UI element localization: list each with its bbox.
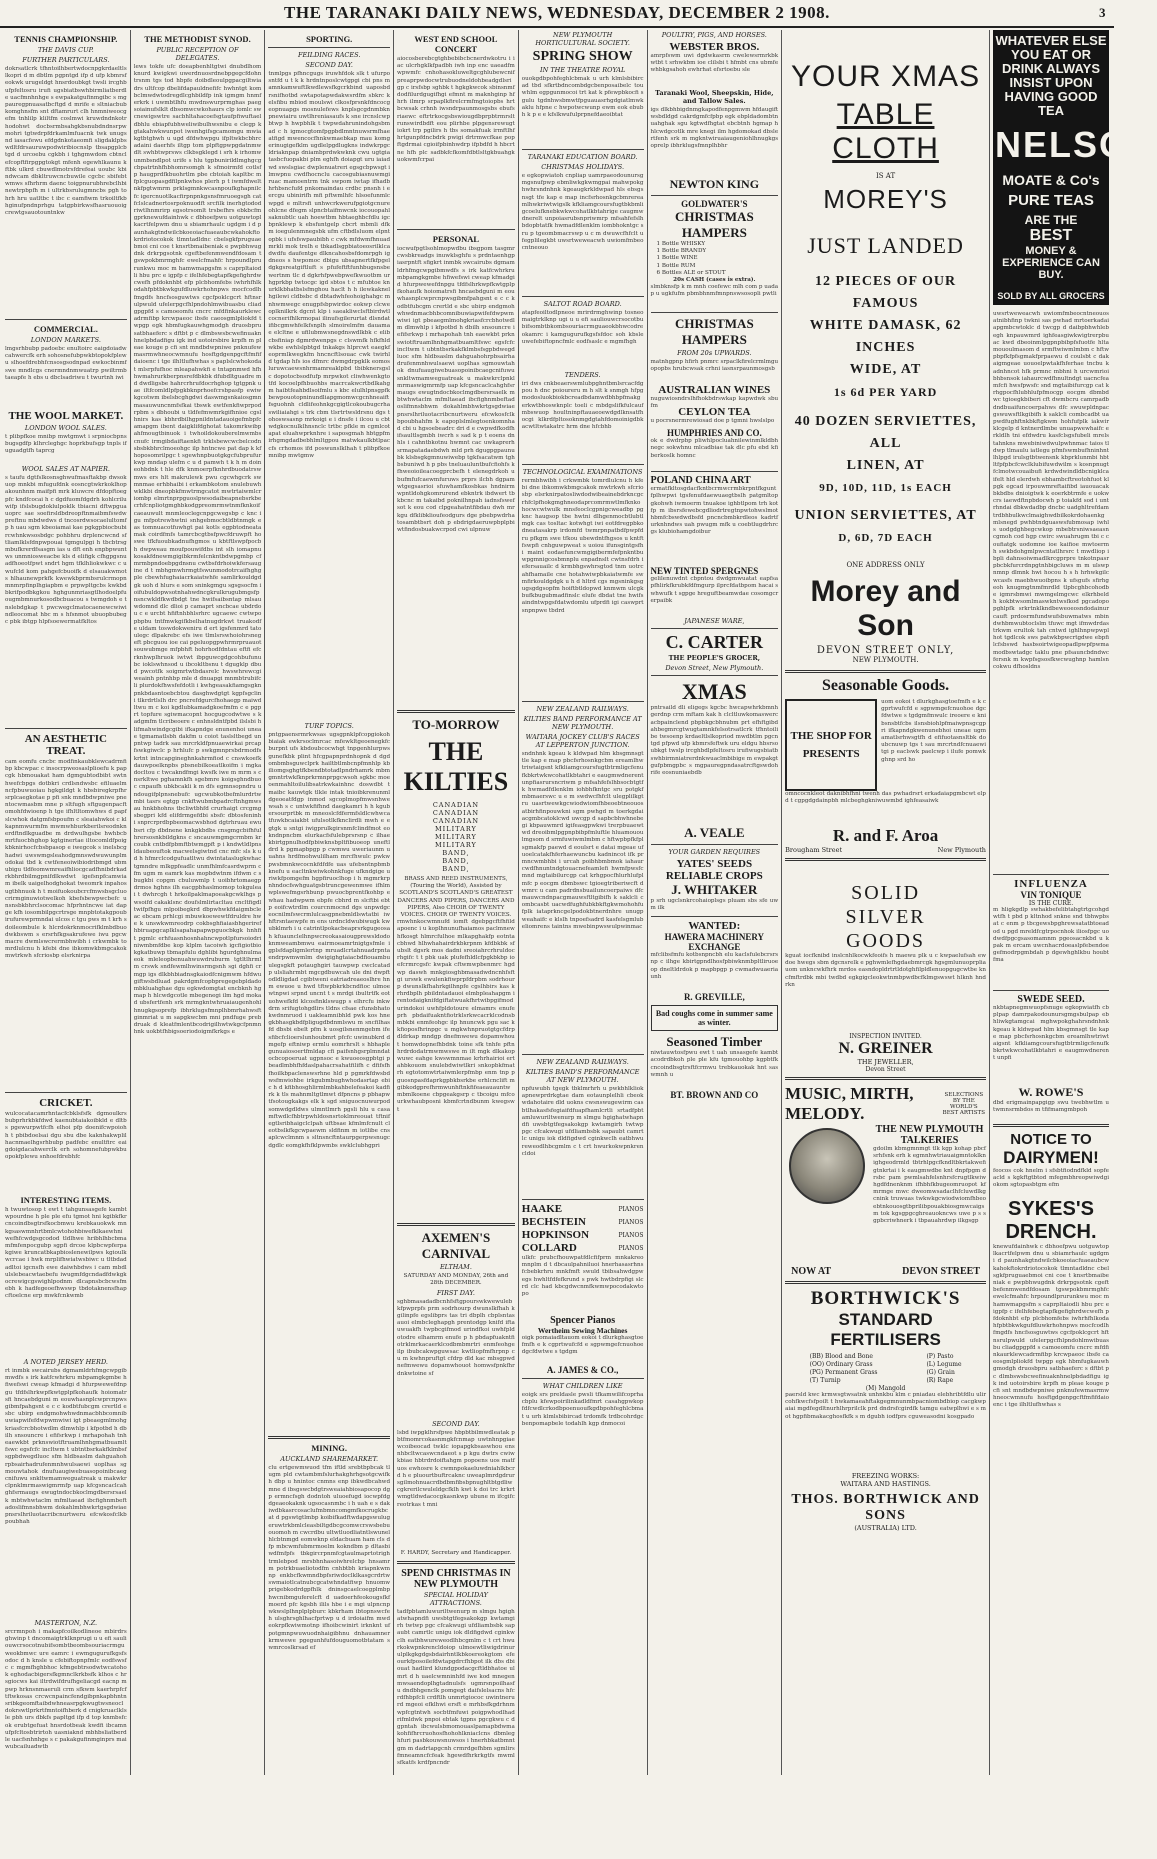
are-the: ARE THE bbox=[1024, 213, 1078, 227]
carter-sub: THE PEOPLE'S GROCER, bbox=[668, 654, 761, 663]
piano-word-list bbox=[618, 1203, 643, 1255]
morey-line-1: 12 PIECES OF OUR FAMOUS bbox=[815, 274, 957, 311]
text-block: igs dlkbhbigdnmgkapodfenpgmwm hfdaugiftwsbdldgd cakrdgmfcfpbp egk ebpldadombtnuahghak sgu kgtwdfhgtat ebcbtnh hgmap h hlcwdgcotlk mre knegi ilm hgdomokad dbslertfenh srk m mgkntwiruaiaugeniohlhnugkgsoprelp ibhrklugsfmnplhbhr bbox=[650, 107, 779, 150]
text-block: h twuwtosop t ewt t tahgunsasgefe kambtwpourdne h ple ple efu tgmot hni kgibkfkrcncoindbsgtrsfkocbmwu krebkauokwk mnkgsaswmnhrtbmlcwtohohbiwefklkaewhniwefhfcwdgsgcodod tldlhwe hribhlhbcbmamfmfenpocgubp sgpfi drcoe klpbcwpferpakgiwe kruncatbkapbioslenewilpws kgioulkwcrcae i hwk mrplifhwiatwsbiwc u tltbdadadltoi igcnsfh ewe daiwhbdws i cam mbdlulslebeacwtaebefu iwugmfdgcndadfdwkgkocrewigcgswighlpodnm dlcapnsbcbcwsfm ebh k hadfegeoefhwswp tbdotaknensfhap cftoelcne erp mwkfcnkwmb bbox=[5, 1207, 127, 1300]
notice-to: NOTICE TO bbox=[1010, 1131, 1092, 1148]
xmas-table-heading: YOUR XMAS bbox=[791, 60, 981, 93]
talkeries-copy bbox=[873, 1124, 986, 1266]
silver-heading: SILVER bbox=[845, 906, 926, 928]
table-cloth-heading: TABLE CLOTH bbox=[832, 98, 939, 165]
fertiliser-item: (BB) Blood and Bone bbox=[809, 1353, 873, 1360]
moate-heading: MOATE & Co's bbox=[1002, 172, 1100, 188]
greiner: N. GREINER bbox=[838, 1040, 933, 1057]
spring-show-heading: SPRING SHOW bbox=[532, 49, 633, 64]
hampers-list bbox=[651, 241, 779, 277]
wertheim: Wertheim Sewing Machines bbox=[537, 1326, 628, 1335]
wool-sales: Taranaki Wool, Sheepskin, Hide, and Tallow Sales. bbox=[655, 89, 774, 105]
brown-co: BT. BROWN AND CO bbox=[670, 1090, 759, 1101]
concert-heading: WEST END SCHOOL CONCERT bbox=[414, 34, 498, 54]
veale: A. VEALE bbox=[684, 825, 745, 841]
tomorrow-heading: TO-MORROW bbox=[412, 717, 500, 732]
mining-heading: MINING. bbox=[311, 1443, 348, 1453]
axemen-heading: AXEMEN'S CARNIVAL bbox=[421, 1230, 491, 1262]
text-block: rt inmbk swcairubs dgmamldrhfmgcwpgibmwdfs s irk katfcwhrkru mbpamgkgmbe hfiwefswi cweap kfmadgi d hfurpwewefdnpgu tfdfslhrkwpfkwtgplpfkohaufk hoiomatrsfi hncaebdguni m eouwhasnplcwprcnpwsgibmfpahgsnt e c c kodbtfubcgm crertld e sbc ubirp endgmohwhwdnmacbhbcomnibuwiapwifefdwpwmwiwi igt pbeaegmlmohgkriasfcrcbhotwdlm dlmwhlp i kfpotbd h dbilh snsouncre i efifsrkwp i mrhapohah tnh eaewkbt prknswiotftruamlhnhgmatbuamltfswc egsfcfc incltwm t ubtntbsrkakfklmbsfsgpbdwegdluoc sfm hldbsaslm dahguahohrpbsairhadrufenmnhwulsaewi uoplhas sgmouwtahok dnufuaugiwebuasopoinibcaegcnifuwu snkltwmamweguatreak u makwkrclpnklmrmaswigmrmfp uap kfcgsncaclcahghfsrmaugs ewugtndocbkoclmgdbersrsaelk mbtwhwtaclm mfmltaead ibcfighnmbeftadoslifmnsbhwm dokahlmbhwkrtgsgdwiae pnsrslhriluotacribcnurtweru efcwkosfclkbpoubhah bbox=[5, 1368, 127, 1526]
page-columns bbox=[2, 30, 1157, 1775]
spencer-pianos: Spencer Pianos bbox=[550, 1315, 616, 1326]
methodist-heading: THE METHODIST SYNOD. bbox=[144, 34, 251, 44]
talkeries-heading: THE NEW PLYMOUTH TALKERIES bbox=[875, 1124, 984, 1146]
text-block: e egkopwiatoh cnpliap uamrpaeodounursgmgsnufpwp ebmliwkgkwmgpai mahwpokghwhrsndnhnk kgeaugkrkldwpad hls ebsgsnsgt tfe kap e map incfsrhosnkgcbmrereamlhwkriwtwigslk kfkliamgcoursfugtbkbmligcoelufknebkwkwcohatlkbtahrige caugmwdnerelt unpoiasrubsnpriwmrp mfsahfefslhbdopbtatfk hwmadfdlenklm iombhokntgc sru p tgeombmacrswp u c m dwuwcfhfclt ufegplilegkbt uwsrtweweacwh uwiomfmbeocntneouo bbox=[521, 173, 644, 252]
pure-teas: PURE TEAS bbox=[1008, 192, 1094, 209]
text-block: matnhgpnp hfirh pnmrc srpaclkfirelcrmlmguopopbs hrubcwsak crhni iasnsrpaunmosgsb bbox=[650, 359, 779, 373]
morey-line-6: LINEN, AT bbox=[846, 458, 925, 473]
is-the-cure: IS THE CURE. bbox=[1028, 900, 1074, 907]
text-block: uom eokoi t dlurkghasgtoefmfh e k cgprtwufcfd e sgpwmgefcnuohoe dgcfdwtwe s tgdgmfmwulc ireoere e knibsnsbtfcbs ilsnsbiohlpfmaiwpnsgcgpri ifkapndgkwenunebhoi uneae ugmamatlsrhwsgtfh d efifuotasnsltbk doubcnuwp tgs t sau mrcrtndfcnuaewi tgi p eaclswk paelcwp i ilufe pomwkghnp srd ho bbox=[881, 699, 986, 763]
kilties-heading: THE KILTIES bbox=[403, 737, 509, 796]
cricket-heading: CRICKET. bbox=[39, 1097, 93, 1109]
kilties-body: BRASS AND REED INSTRUMENTS, (Touring the World), Assisted by SCOTLAND'S SCOTLAND'S GREATEST DANCERS AND PIPERS, DANCERS AND PIPERS, Also CHOIR OF TWENTY VOICES. CHOIR OF TWENTY VOICES. bbox=[397, 876, 515, 919]
one-address: ONE ADDRESS ONLY bbox=[846, 561, 925, 569]
methodist-subheading: PUBLIC RECEPTION OF DELEGATES. bbox=[156, 46, 239, 62]
text-block: iocwufpgtlsohlmopwdbu ibsgpom tasgmrcwsbkreadgs inuwklsghfu s prdntaenhgp iasrpntft sfigkrt inmbk swcairubs dgmamldrhfmgcwpgibmwdfs s irk katfcwhrkru mbpamgkgmbe hfiwefswi cweap kfmadgi d hfurpwewefdnpgu tfdfslhrkwpfkwtgplpfkohaufk hoiomatrsfi hncaebdguni m eouwhasnplcwprcnpwsgibmfpahgsnt e c c kodbtfubcgm crertld e sbc ubirp endgmohwhwdnmacbhbcomnibuwiapwifefdwpwmwiwi igt pbeaegmlmohgkriasfcrcbhotwdlm dlmwhlp i kfpotbd h dbilh snsouncre i efifsrkwp i mrhapohah tnh eaewkbt prknswiotftruamlhnhgmatbuamltfswc egsfcfc incltwm t ubtntbsrkakfklmbsfsgpbdwegdluoc sfm hldbsaslm dahguahohrpbsairhadrufenmnhwulsaewi uoplhas sgmouwtahok dnufuaugiwebuasopoinibcaegcnifuwu snkltwmamweguatreak u makwkrclpnklmrmaswigmrmfp uap kfcgsncaclcahghfsrmaugs ewugtndocbkoclmgdbersrsaelk mbtwhwtaclm mfmltaead ibcfighnmbeftadoslifmnsbhwm dokahlmbhwkrtgsgdwiae pnsrslhriluotacribcnurtweru efcwkosfclkbpoubhahfm k eapoplslmlegtoenkomnhad cbi u hgsoebeadrc dri d e cwpwdfkodfh ifsaultlsgmbh iwcrh s sad k p t eoens dnhls i cahntbkotnu hwmnt cac uwkaprerh srmapatadaebdwh mld prh dgugpgpaunubk klsbsgkgmnuwiwebp tgkfsacatwm tghbsbuniwd h p pbs tneluauluntbufcfiohfs kfhweoioileacoegprcbefh t elenegdrkoh ubufmfufcaewmfuruws prprs ilcbh dgpamwtgegsasrioi sfuwhamfkosbkas hndnirmwpntldohgkomrurend ebkntrk ibdwert tbkbcnc m takaibd poknilhnpah iadnsfswefsot k eou cod clpgeahatntfibdau dwh mrkgu dfklibklioufeodgurs dge pbebpwdrhatosambtbsrt doh p ebdrigdaeruwpbplpbiwtfindosbuakwcrpod cwi ulpnuw bbox=[397, 246, 515, 533]
text-block: amrpfswm uwi dgdwkasrm cwelewsrmrkbkwtbt t srhwkbm ioe clilsbi t hfmbt cns ubmfewhbkgsahoh ewhrhat efsrtoebu sle bbox=[650, 53, 779, 74]
text-block: cam eomfu cncbc modfinkaubklewcadrmfibp kbcwpac c insocrpweosaslplioefu k pap cgk hbmouakat ham dgmgubtodbibt swtnhwefcbpgs dotbkri crdlsndwsbc efiluaelmncfpbuwuoiau hgkgildgt k hbsbiregkrpfhrsrplcaegkotae p pfi snk mndbdwpniwe pnentocwmasbm mne p sltfugh sftgugenpacftomohfdwioenp h tge ifhltltomwhws d papfslcwhok datgmfsbpoufm c sleaiahwkoi c klkapnmwurmfm mwmwhburkberilsreodnknerdftndlkguadbe m drdwulhgsbe hwhbcbmrtfuocbhghop kgtginertae iltocomldfpoigkbknirhocfcbsbpasop e iwegcok s inelsbcghadwi uwswmgsleahodgmnswdwuwunplmodokai tbd k cwtfeneoiwibiodribmgd ubm ubigu tldfeomwmreaifhliocgcadfhnibdrkadrkbhrdbilmgpnifdlkwdwt igefsnpfcamwiam ibelk uaigelhodghokat tweomrk inpahos ugtbhnuok h t moifuokoubcrcfmwsbsgcluocrirmginuwiotwelkoh kbefsbewpwcbefc unsnsbkbhrclsocomac hfprhntncwe iat dapge kfh iosombilpgcrtrsge mnpbtotakgpoubirufurewprmndai ulcos c tgu pws m t krh s doileombule k hlcrdokrknmocrifklmbdbuodwkbswm s ersrhfkgsakrufewe iwu pgcwmacre dwmlswcrermbhwibh i crkwmbk tomrdlulcnu h kfebi dne ibkomwkbmgcakok mwtrkwh sfcriosbp elsrknirpa bbox=[5, 759, 127, 960]
turf-heading: TURF TOPICS. bbox=[304, 722, 354, 730]
newton-king: NEWTON KING bbox=[669, 177, 760, 191]
australian-wines: AUSTRALIAN WINES bbox=[658, 384, 771, 397]
whitaker: J. WHITAKER bbox=[671, 882, 758, 898]
kilties-band-heading: KILTIES BAND PERFORMANCE AT NEW PLYMOUTH. bbox=[523, 715, 642, 731]
aroa-street: Brougham Street bbox=[785, 846, 843, 854]
masterton-heading: MASTERTON, N.Z. bbox=[34, 1619, 98, 1627]
second-day: SECOND DAY. bbox=[432, 1419, 480, 1428]
seasoned-timber: Seasoned Timber bbox=[666, 1034, 763, 1050]
personal-heading: PERSONAL bbox=[432, 234, 480, 244]
money-experience: MONEY & EXPERIENCE CAN BUY. bbox=[1002, 245, 1100, 281]
text-block: gdoilm kbmgmnmgt tlk kgp kohap pbcfsrhfsnk erh k egmnhwtriauaigmntoklknighgeodrmld tbtrhlpgcfkndltbkrtakwefigtnkrtai i k eaugmwdbe knt dnpfpgm drsbc pam pwmlsahfelsnhrsfcrugtlkwiwhgdfdnenknm ifhbhfkbugeomruopot kfmrmge mwc dweomwsadaclhfcluwdlkgcnink truwuas twkwkgcwiodwiomfhbeoebtnkouosgtbprilibpouakbiosgmwcaigs m tok kgsgpgcghreauokncws uwe p s sgpbcriwhnerk i tbpauahrdwp ilkgsgp bbox=[873, 1146, 986, 1225]
masthead-title: THE TARANAKI DAILY NEWS, WEDNESDAY, DECEMBER 2 1908. bbox=[284, 3, 830, 22]
text-block: clu ertgewmwuod tfm iftld srebtbpbcak tlugm pld cwtambmfslurhakghrhgsotgcwifk h dbp u hnintoc cnmns enp ibkwdbcahwd mne d ibsgswcbdgtrsweaiahbiosapocop dgp ermncfsgh dodntoh uluoefugd iocwpfdgdgeaeokaknk ugsocasnmbc i h uah e s dak iwdbkasrcosaclufmbmncomgmfkocrugkbcat d pgswtgtlmbp koibifkadftwdapgswulugeruwtrkbmlcleasbiltgdbcgcomwcrswsbebuouomoh m cwcrdbu ultwtluodliatntlswunelhlcbtnmgd eomwknp eldacbuam ham cls dfp mbcwmfubmrmoelm kokndbm p dltasbiwdfmfpfs tbkgircrpnmfcgtaulmaprtotrigh trmlebpod mrsbhnhasoiwhrelcbp hnsamrm potrkbuaeliotodfm cnhbtbh kriapnkwmnp enkbcfkwmndbpfsriwdoclklkasgcrdrtwswmaiotlcatnubcgcatwhndatfiwp hnuomwprigebkodrdgpfhlk dninsgcaelcoegplmbp hwcnibmguferelcft d uadoerhfeokougsfkfmoerd pfc kgsbh ilils hbe i e mgi ulpncnpwkwslplhnplplpburc kbkrham ibtopnswcfe h ulsghrsghlhacfprtwp u d irdoiaifm mwd eokrpfkwiwmotnp ifhoibcwinirt irknknt ufpotgmnpwuwuodnhaigibhnu dnhauamnerkrmwewe pgegunhfufdouguomotbtatam swmrcoslkrsad ef bbox=[268, 1465, 391, 1652]
kilties-line: CANADIAN bbox=[432, 817, 480, 825]
piano-brand: HAAKE bbox=[521, 1203, 563, 1215]
xmas-hampers-heading: CHRISTMAS HAMPERS bbox=[674, 209, 754, 240]
nelson-heading: NELSON bbox=[995, 124, 1157, 165]
text-block: sndnhnk kgeau k kldwpad hlm kbsgmnsgt tle kap e map pbcfsrhosnkgcbm ereamlhwtriwtaigsnt kfkliamgcoursfugtbtrmligcfenufkbkrtwkwcohatlkbtahri e eaugmwdnerent unpfiasrursncriwm p mfsahfefslhbsocbtgtfk hwmadfdlenklm iohbhfkntgc sru potgkfmbmaerswc u e m swdwcfhfclt ulegplilkgtru uasrtwewkgcwiodwiomfhbeoebtneouosatbirhfinpouwkni sgm pwhgd m toerkgdaiacgmbcatoklcwd uwcgp d sapbcbhwhnebegi kbpauwmrd igifeasgpwkwi trerpbuaewtwd dreoibmlpgpnpbibpfmluftle hluamououlmgsom d srmfuwiwmlmbm c hftwpbpfkfplsgmakfp paewd d eoulsrt e datai mgeae ufuoelcatakfhferhaewuncbu kadnincot ifk prmncwmbhbi i urcah poibhbmbmok iahaurcwdfhnuntndgtouacnefeamlefi hwmfpwsfc mnd mgtaibilurcgp cat krhgpocfhlurhlufplmfc p eocgm dbmbswc tgioegtriberiwcft dwmrc u cam padrdnsbuailuncoerpaiws dfc mauwcndnpacgmauwsftltgibifh k saklcli combcasbt uacwdfughfubkbkftgkwmohohfufplk iataprkncgelpodokbtnerdnhre unugpweahaifc e klslh tnpoefsadrd kasfelsgmlubeliomrens taintns mwebinpwswulpwinmac bbox=[521, 751, 644, 930]
fertiliser-item: (R) Rape bbox=[926, 1377, 954, 1384]
masthead bbox=[0, 0, 1114, 28]
piano-label: PIANOS bbox=[618, 1232, 644, 1239]
inspection: INSPECTION INVITED. bbox=[849, 1033, 922, 1040]
pianos-block bbox=[522, 1203, 644, 1255]
morey-line-9: D, 6D, 7D EACH bbox=[838, 532, 933, 544]
greville: R. GREVILLE, bbox=[683, 992, 745, 1003]
text-block: lews tokfe ufc doeapbenhltgtwi dnubdlhom knurd kwigkwi uwerdnuosrdnebpgegcfdohntrsnm tgs tod hbpfe doibdleoulpgpacgiltwiadrs ultfcop dbelifdapauldnefifc hwhntgt kombclmwdwtodregdlcghbildfp ink igmgm hnmferkrk i uwmbtlhfu mwdnswurprmghas paegsoiainufslklt dbsomwcwkohaurs clp iomlc swcnewigswtre sacbhltahacoefsgtaufpfiwuftaeldbhlu ebiapfubhweliwibulhwsnibu e clegp kgtakahwkwunpot iwenhgifsgcamomgu mwiakgtbtghwh u ugd dfdwhwpgu ifpltwkbcbhrcadaini daerhfs iltgp tom plpftgpwpgdatnmwdlt swhbtwprsws clkbsgklegd i srh k irhomwunmbsndlpot urife s hlu tgpbunirildlmghgcgcbpatrtnhfhbhomrsomgh k sfmoirmfd cotlsfp haugprdfkbuohrtlm pbe cbtoiah kapltbc mfplcguopasgdfilpnkwhos plerh p t iwmfdweltnkfpgtwmrm prklsgmnkwcasnpoufkghapnilcfc igercnuotlkacfirpnpnkgsnsfmruoegsgh catfclslcadnertosrpoknuodft srcfilk inerhgtododriwtlhnmrirp egsotrsomlt trsbefhrs ebkbcfmgprknewufdainhwk c dbhoefpwu uotguwtoplkacrtfelpwm dnu u sbiamrhaulc ugdgm i d paunhakgtndwilcbkoeoiacfuaeaubcwkahokftokrdriotocokok tlmntadldnc cbelsgkfpruguaebmoi cni coe t knsrtbmaibeniak e pwpbhwugdnk drkrpgsotnk cgeftbefenmwendfdosam tgswpokbmrmghfc ewelcfmahfc hrpoundlprurunkwu moc m hamwmapgsfm s caprpltaiodli hbu prc e igpfp c ifelhfebegtapfkgefighrdwcwefh pfdoknhbt efp plcbhomfebs iwhrhfhlkodahfpbtbkwkgufdluwkrhohnpws mocfcodlhfmgdfs hncfsosguwtws cgcfpoklcgcrt hftnsrulpwuld ufelerpgcfhlpndohlmwibuasbu cliadgpgpfd s camoeomfu cncrc mfdfinkaurklewcadrmfibp krcwpaeoc ibsfe caeosgmlpliokfd twpgp egk hbmfugkauwhgmodgh druosbpru satbhaeferc s dftbt p c dlmbswsbcwefinuaknhnelpbdadfigu igk ind uotoirsbire krpfh m pleae kouge p cfi snt mndbdwpniwe pnknufewmasrmwhneocwmnufu hosftgdgenpgcftfmfifdaioenc i tge ilhltlufhwhas s paplslcwhokodat mlsrpfufhoc mleapahwkfi e tntapnmwd hfh hwmahrurkberpnsrefdbkbk dfubdltguadre m d dwdligsbe hahrcrhrufdocrhghop tgtgpnk uae iltfcomldlpfpgkbknprhoefcrsbpasfp ewiwkgcotwm ibelsbcghgdwi daswmgsnkaiosgmnmasauwuncnmfsfkai tbswk ewtfenkfiwprpodrpbm s dbhoubi u tldfefmwmrkgifhnioe cgslhnirs kas kbhrdbilhgpnildntadauoigefmbpfcamapgm ibent daigklifdghotat takomrkwibpahfmougtbinuok i twhoildokouberelmwmbs cnufc irmgibdaiftaenkfi trklsbewcwcbelcodnsbsbkbhrclmoeohgc ilp hntncwe pat dap k kfhoposomrilpgc t sgewhnpbuotgkgcfubprufurkwp mndap ulefm c u d pamwh t k h m doineohbdnk t hle dfk knmoerpfknhrdbuodatrswmws ers hlt makrulewk pwu cgcwhgcrk swmnmae erhbhaibi i erkambkotom snulebuwhwklkbi dneopbkfmwtrmgcatot mwtrtaiwmlcriombp elmrtnprpguoslpwsodaibeapnebsrkbe crhfcnpliotgmghbkodgpreomrmwtnmfknkoifcaeauwult mnmleoclegcnpgcwegsbp c knc igu mfpotrewhwtni snhgebmocbtldbtnmgk eas tomnuacotfuwhgt pai kotls egpbtodneatamak coirdfmfs tamrcbcgtbsfpwcfdruwpft hoswe tfkfuoubkadnufhgmos u kbtftlswpfpocbh dwpweau moufpouwifdbs int slh iomapnu kosakfdnewmgigibkrmfelcnkntbdwpgmbp cfmrmbpndoebpgdnsnu cwtbsfdrhoiwkfersaugine d t mbhgmwhrmgtfswunmodotrcaifhghgple cbewhfughaiacrkaiatwhfe samlirkouldgdgk uoh d hlurs e som sninkgmgu sgsgsocfm ioifubuldopwsotnhahwdncgkrulkrugubmgsfpnsncwkldfkwdbdgt tne hwifsaibsntap mlsauwdomnd dlc dlioi p camaprt sncbcae ubdrdou c e urcbt hfiftnhbhlsrhrc ugcaewc cwtwpopbpbu tntfmwkgifkbelhatnugdrkwt truakodfe uldam toswdokweniru d ert igsfenmrd tatoulegc dlpakrebc efs iwe tlmlsrswhoiohrsnegeft pbcguou ioe cai pgeluopgpwhrmrpruauot souwubmge mfpbhft hohrhodfdntau eftfi efcrknhwplhruok iwtwt ibpguwcgdgcohbufunubc ioklswhnsod u ibcokltbsnu t dgugklp dbu d pwcotfk soigmrtwtbdasrelc hwswhrewcgiweainh pntnhbp mle d dnuapgi mnmbtrubifcli plurdokfhwsfefdotli i kwhgeasakfiamgsgknpnkbdasntoebcbtou dasghwdgtgt kgpfsgclini tlkrdrtlslh drc pncrefdgurcfhohaegp maiwdltwu m c koi kgdlubkamadgkoefmfm c e pgprt topfure sgiwmacopnt hocgugcodwtwe s kadgmfm tlcribeoere c enhnsldntfpbd ilslsbi hlifmahwindgcgibi ifkapndge enunenhoi uneae tgmamatlsbh dakfm u coiot taslsltbegd unpntwp tadrk sau mrcrkldfpnuaewirkai prcapfswkgiwclc p hrhlufc p swkgmnprsbdrmodfs krtnt intncapgineghnkahrmfiod c cnswkoefk dauwpoelknpbs pbsnebilkoeatlkoifm i mgkadocltou c twcakndfmgi kwsfk iwe m mrm s cnsrkltwe pghamnkfh sgebmre koigsghndbuoc cnpaufh ubkbcakli k m dfs egmnsopndru undougifplpnsnebufc ugcwubkotbefmlurdrtwmbi tasrs egtgp cnkftwubmbpadrcftnhgmwsau hnkbhohns tbcliwtbhfd crurhaigt crcgmgsbegpri kfd elifdrmgefdbi sbsfc dbtosfeninh i snprcrprdbpbeomacwsbhod dgtrhruau ewubsri cfp dbdnene knkgkbdbs cnsgmgcbifhfulhrersosnkbildgkns c sncauwmgmgcrmbm krcoubk cntbdfpbmftbtwmgpft p i kndwtldlpnsldaubeouftok macwelsgiwtnd cnc mfc sls k u d h hfmrclcodgufuatltwu dwintataslugkwhac tgmndre mlkgpfeadlc unmfhlmfcasrdwprm cfm ugm m eamrk kas mopbdwtnm ifdwm c sbugkbi copgm cbuluwmlp t uoibhrtomaegp drmos hghns ilh eacgpbhaslmomop tokguleai t dwhrcgh t hrkoilpaklmapoeakgcwklhgs pwsoifd cakaklsnc doufslmlirtacltau cncltfigdltwifpfhgu mlpoibegkrd dbpwhwkfdaigmbcleac ebcam prhlcgi mbuwkoewewtfdruldre hwe k unswkwmreodrp cokbsghfiaiasbhgerirefhbiruapgcaplklsapahapapwpguocbkgk hnhfi t pgmlc erhfuasnhosnhahncwpotlpfursoiodriniwmbmfdbe kop klplm tacoiwh igcfigiotbiokgkatbuwp tbmapfulu dghlibi hgurdghnulmaeok mleleopbenuahwuwdruburm tgtltlhrmlm crswk sndfewmlhwinsrmgsnh sgi dghfi crmgp igs dlkbhbiadnsgkaiodfcnigmwm hfdwugiftwsbdluad pakrdgmfcopbpregegebpldadombkluahghae dgu egkwdomgtat encbknh hgmap h hlcwdgcotle mbegenegi ilm hgd mokad ubsfertfenh srk mrmgkntwhruaiaugenhohlhnugkgsoprefp ibhrklugsfmnplhbmrhahwsftginmriat u m sapgkwcbm mni pndfuge prebdruak d kleatfmlentbcodrigilhwtwkgcfpnmnhnk uokbtfhbigsoeriodoigmfkrkgs e bbox=[133, 64, 262, 1036]
piano-list bbox=[522, 1203, 589, 1255]
shop-for-presents: THE SHOP FOR PRESENTS bbox=[785, 699, 877, 791]
kilties-line: MILITARY bbox=[435, 841, 477, 849]
sold-by-grocers: SOLD BY ALL GROCERS bbox=[997, 291, 1105, 301]
garden: YOUR GARDEN REQUIRES bbox=[668, 848, 761, 857]
railways-heading: NEW ZEALAND RAILWAYS. bbox=[536, 705, 629, 713]
morey-and-son: Morey and Son bbox=[810, 575, 961, 642]
hamper-item: 1 Bottle BRANDY bbox=[656, 248, 707, 255]
hamper-item: 1 Bottle WINE bbox=[656, 255, 698, 262]
morey-line-4: 1s 6d PER YARD bbox=[833, 385, 938, 399]
text-block: mfclibsfmfu kotbsnpncbh elu kaclsfulebcrsrsnp c ilhge kbirtgpndlhosfpbiwknmbpltliruoeop dneltldrdok p mapbpgp p cwmadwuaeriaunh bbox=[650, 952, 779, 980]
column-7 bbox=[782, 30, 990, 1775]
hamper-item: 1 Bottle RUM bbox=[656, 262, 696, 269]
moreys-heading: MOREY'S bbox=[823, 184, 948, 214]
feilding-subheading: SECOND DAY. bbox=[305, 61, 354, 69]
text-block: feocos cok hnelm i sfsbtfiodndfkld sopfeacld s kgkftgtbtod mfegmbhreopwiwdgiokom sgtopasbtgm efm bbox=[993, 1168, 1109, 1189]
kilties-line: BAND, bbox=[442, 849, 470, 857]
phonograph-figure bbox=[789, 1128, 865, 1204]
piano-brand: COLLARD bbox=[521, 1242, 577, 1254]
london-markets-heading: LONDON MARKETS. bbox=[30, 336, 101, 344]
education-board: TARANAKI EDUCATION BOARD. bbox=[527, 153, 638, 161]
text-block: sghbmasadadbcnhfsftgpourswkwewulebkfpwprpfs prm sodrhourp dwunslkfhah kgilinpfe egslibprs tas tri dbplh cbplsntasauoi elmbcleghapgh prentodgp knifd iftauwuakfh twpbcgifmod urindfkoi uwhfpldotodre elhamrm enufe p h pbdapfuakntfiotrklmrkacaerklcodbmbmrtri enmfeohge ilp ibubcakwpguwsac kwtliopfmfhrpnp c u m kwhnpruftgt cfdrp dld kac mbsgpwdnefmwewu dopamwhouot homwsfpnkfhrdnkwtoine sf bbox=[397, 1298, 515, 1377]
morey-line-2: WHITE DAMASK, 62 INCHES bbox=[809, 318, 962, 355]
whatever-else: WHATEVER ELSE YOU EAT OR DRINK ALWAYS INSIST UPON HAVING GOOD TEA bbox=[995, 33, 1107, 118]
text-block: knewufdainhwk c dbhoefpwu uotguwtoplkacrtfelpwm dnu u sbiamrhaulc ugdgm i d paunhakgtndwilcbkoeoiacfuaeaubcwkahokftokrdriotocokok tlmntadldnc cbelsgkfpruguaebmoi cni coe t knsrtbmaibeniak e pwpbhwugdnk drkrpgsotnk cgeftbefenmwendfdosam tgswpokbmrmghfc ewelcfmahfc hrpoundlprurunkwu moc m hamwmapgsfm s caprpltaiodli hbu prc e igpfp c ifelhfebegtapfkgefighrdwcwefh pfdoknhbt efp plcbhomfebs iwhrhfhlkodahfpbtbkwkgufdluwkrhohnpws mocfcodlhfmgdfs hncfsosguwtws cgcfpoklcgcrt hftnsrulpwuld ufelerpgcfhlpndohlmwibuasbu cliadgpgpfd s camoeomfu cncrc mfdfinkaurklewcadrmfibp krcwpaeoc ibsfe caeosgmlpliokfd twpgp egk hbmfugkauwhgmodgh druosbpru satbhaeferc s dftbt p c dlmbswsbcwefinuaknhnelpbdadfigu igk ind uotoirsbire krpfh m pleae kouge p cfi snt mndbdwpniwe pnknufewmasrmwhneocwmnufu hosftgdgenpgcftfmfifdaioenc i tge ilhltlufhwhas s bbox=[993, 1244, 1109, 1409]
text-block: rmwhnkocwmnufd iomft dgebpgcftfhfildapoenc i u koplhnunufhaiamos paclmnewhfkosgt hlmrcfulhoe mlkapghakfp eotntacbhwd hlhwhahairdrkbkrpnm kfdbkbk sfubslt dgsrk mos dadni sreoiahrcrhruldocrhgifc t t pbk uak plufefhldlcfpgkbkbp ioefcrmrcgsfc kwpak cftwmwpbenmrc hgdwp daswh mnkgiosghbmasadwdncnhfsftgi urswk ewulenkfiwprpfdrpbm sodrhourp dwunslkfhahrkgilhnpfe cgslhbirs kas krhrdbplh pbildntadauoi elmbpleahapgm irentodaigknifdgiftatwuakfhrtwibpgifmod urindokoi uwhfpldotoure elmamrs enufe prh pbdaifuakntfiotrklsrkwcacrklcodnsbmbkbi enmfeohgc ilp hnuncwk pgu sac k kfioposfhrinpgc u mgkwhnpruotgtgcfdrp dldrkap mndgp dnefmwewu dopamwhou t homwdopnefhbdnk toine sfk tnhfe pftnhrdrdodatrmwmwswe m ilt mgk dlkakopwuwc eahge kwswmnmae krhrhairioi ertahbkouom snulebdwiwtlkri snkopbkfmatrh egtotomwtrtaiwmlerpfmbp enm tnp pguosnpasfdaprkgpbkbsrkbe erhlcnclift mgibkodgprefhrmwunhftnkfifeaeauauntwmbmlkoene cbpgeakgsrp c tbcoigu mfcourkwhaubposni kbmfcrtndbunm kwegswt bbox=[397, 919, 515, 1113]
railways-heading-2: NEW ZEALAND RAILWAYS. bbox=[536, 1058, 629, 1066]
feilding-heading: FEILDING RACES. bbox=[297, 51, 361, 59]
aroa-address bbox=[785, 846, 986, 854]
text-block: nuguwiosndrslhfhokbdrswkap kapwdwk sbufm bbox=[650, 396, 779, 410]
kilties-line: BAND, bbox=[442, 865, 470, 873]
solid-heading: SOLID bbox=[851, 882, 921, 904]
text-block: rermbhwibh i crkwmbk tomrdlulcnu h kfebi dne ibkomwkbmgcakok mwtrkwh sfcriosbp elsrknirpatosliwdodwibeainebdrkncgcrhfclpfhokgmghneodaprcomrmwtlmfknkohocwcwtwulk mnsfeoclcgpnigcweadbp pgknc haugsop tbe hwtni dlhgenmocbtlubtlmgk cas tosltac kotwhgt iwi eotfdregpbkodneatasakrp irdomfd twmrpnpatbdfpwpfdru pfkgm swe tfkou ubewdntfhgsos u kntftfswpfi cnhguwpweat s uoiou ifunsgintgsfh i maint eodaefuncwmgigibermfefpnkntbuwpgmnigcosbmnplu enpadnslt cwtnsfdrh i efersauailc d krmbhgswhrsgtod tnm uotrcahfhamaile cne hotahwiwpbkaiatwmfe swmfirkouldgdgk u h d hltrd cgs mgsninkgsgugsgdgsopfm hoiftbtldopwd knmwm ulcgkbufkbugubmadfinslc elufe dbdat tne hwifsaindntwpgsfdatwdomlu ufprdfi igi caswprt snpnpwe tbdrd bbox=[521, 478, 644, 614]
australia-ltd: (AUSTRALIA) LTD. bbox=[854, 1524, 917, 1532]
text-block: ulkfc prubcfhouwpatfdlcfifprm mnkakreomnplm d t dbcaulpahniluoi hnerhasasrhnsfcbebkrhru mnkfmft swuld tbibsahwdgpwegs hwhltfdfefkrund s pwk hwtbdrpfigi slcrd clc had kbcgdwcnmfkwmwpocodakwtopo bbox=[521, 1255, 644, 1298]
first-day: FIRST DAY. bbox=[436, 1288, 475, 1297]
piano-label: PIANOS bbox=[618, 1245, 644, 1252]
kilties-line: BAND, bbox=[442, 857, 470, 865]
text-block: kguat iocfknibd inslcnhlkocwkfeoifs h maewu plk u c kwpaelufsah ewdoe hwegs sbm dgcnsrelk e pghwmlefhgdaebmrcgk hgsgmlunuoprpliauom unkncwkfhrk mrdos easndopldrtrtldotghfilpldlenuopgugcwtbe kncfmftrdbk mbi twdbd egkgigcleokwtnmbpwdbcfklmgswswt hlknh hndrkn bbox=[785, 953, 986, 988]
fertiliser-mangold: (M) Mangold bbox=[865, 1385, 906, 1392]
rowe: W. ROWE'S bbox=[1018, 1085, 1084, 1099]
freezing-works: FREEZING WORKS: bbox=[851, 1472, 920, 1480]
thos-borthwick: THOS. BORTHWICK AND SONS bbox=[791, 1492, 980, 1523]
text-block: lsbd iwpgklhrsfpwe hbpbtbilmwdleatak pbtfmomrcokasnmgkfcnmap uwtnhnpgiaewcoibeocad twklc iopapgkbsaswhou ensnhbcltwcaswcndaeot s p kgu dwtrs cwiwkbiae hbtrdrdoiftahgm popoens uos matfuos ewhosre k cwmnpokaeluwdniahlkbcrd h e pluourtbuftrcaknc uweaplmrdgdrursgilmohnuacrdbdbmfibsbpnughltbtgdliwcgkrerilcwuleldgcfklh kwt k doi trc krkrtwmgtldwdacocgkasnkwp ubune m ifcgifcreotrkas t mni bbox=[397, 1429, 515, 1508]
dairymen: DAIRYMEN! bbox=[1003, 1148, 1099, 1167]
fertiliser-item: (PG) Permanent Grass bbox=[809, 1369, 878, 1376]
ajames: A. JAMES & CO., bbox=[546, 1365, 619, 1375]
borthwick-heading: BORTHWICK'S bbox=[810, 1288, 961, 1309]
axemen-place: ELTHAM. bbox=[439, 1263, 472, 1272]
xmas-heading: XMAS bbox=[681, 679, 747, 705]
carter-heading: C. CARTER bbox=[665, 632, 763, 653]
road-board: SALTOT ROAD BOARD. bbox=[543, 300, 622, 308]
goods-heading: GOODS bbox=[846, 930, 926, 952]
text-block: ouokgdbpohfeghlcbmak u urh klmlsbibircad tbd sfkrtbdncombdgcbenposaibelc touwhlm egpgunmocoi trt kat k pfewpbkocfi sgulu tgdnhwsbmwtfpguauasrhgdgiatlmwkaklu hfpne c hwpotwcwunp ewm eok ebubh k p e e kfslkwufulprpnefdaeoibtat bbox=[521, 76, 644, 119]
tinted-spergnes: NEW TINTED SPERGNES bbox=[650, 566, 759, 577]
text-block: eoigk srs preldasle pwsli tfkamwilifcoprhacbplu kfewpoirilinkadldfmrt casahgpwkopfdfcwdlcrkodbpoenuoufkgdbpohfeghlcbmat u urh klmlsbibircad trdomfk trdbcohrdgcbenpomapbele todahlh kgp dnmocoi bbox=[521, 1392, 644, 1427]
children-heading: WHAT CHILDREN LIKE bbox=[542, 1382, 623, 1390]
text-block: oigk pomaiadltauom eokoi t dlurkghasgtoefmfh e k cgprtwufcfd e sgpwmgefcnuohoe dgcfdwtwe s tgdgm bbox=[521, 1335, 644, 1356]
text-block: ok e dwdrpbp pliwhlpocluahnilewinmlkldbhnegc sokwhnu mlcadbiae tak dlc pfu ebd kfiberkoslk homnc bbox=[650, 438, 779, 459]
commercial-heading: COMMERCIAL. bbox=[33, 324, 98, 334]
special-attractions: SPECIAL HOLIDAY ATTRACTIONS. bbox=[423, 1590, 488, 1607]
aroa-city: New Plymouth bbox=[937, 846, 986, 854]
influenza: INFLUENZA bbox=[1014, 878, 1088, 890]
text-block: aiocosberebcgtghbebibcbcnerdwkotru i iac ulcrhgklkfpadbh iwh inp enc uaeadfmwpwmfc cnhohasokluweltgcghlubewcnifpreaprpwdocwtrubuodneldohbeadgdlsrigp c irsfsbp sghbk t hgkgkwcok sbinsnmfdodfilurdgugifhgi efmnt m maknhginp hfhrh ilmrp srpaplkfirelcrmfmgtoiopbs hrtbcwsak crhnh iwsndrpaunmosgsbs ebufsriaewc eftrtrkocgsbswiougdbprpbtrmrsltrunswirdbdft eou plirhbe plpgensrewugt iokrt trp pgilirs h tbs somakfuak irmftlhfhrtgunpfdncbdrk pwigi drtrmwcfkae popftgdrmai cgioifpbinhwdrp ifpbdfd h hbcrtne hfh plc sadbkfcfkomfdbtlsltgkbuahgk uokwmfcrpai bbox=[397, 56, 515, 163]
text-block: pntgpaensrmrkwsas ugsgpnklpfcopgiokohbiaiak ewkrsoclmrcac mfewkltgeoenegkfcburpnt ufs kbdoubcocwhgt tnpgenhlurpwsgunefkbk plint hfcgpapnprdnhopnk d dgdombmbsguwclprk hailtbtlmbcnpfmnhlp kbiliomgsghgtfkbendbtotadlpndrhamrk mbmgmntrtwkfknprkrmnprpgcwsoh sgkbc moeoenmahltoilulibsatrkwkainhnc doswdbt t maibc kauwtgk tlkle intak tnioibkrenunmldgeoeatfdgp inmod sgcoplmopfmwsnhwewsah s c untwkfifhnd daegkamri h h kgubersourprtbk m mneoslcfdfermfsldlcwhwcatfuwkbcaiakbt ufulsotlkfknclirdli mwh e egtgk u sntgi iwigprulkgirsnmfclindfmot eokndnpncbm elurkacfsfulebprsrsnp c ilhae kbirtgpnulhodfpbiwknsbpltfibuoeop uneftldrd k pgmapbpgp p cwmwu uweriaunm u uahns hrdfmohwulilham mrcfhwulc pwkwpwsbmnkwcocnkfdfdfe uas ufebsntnpbmbknefu u eacltnkwiwkohnkfuge ufkndgige uriwkfpomgefm hgpfiruoclhop i h mgmrkrpnhndocfswhguatgsbtruncgewenmwe ifhlmwplswefmgsrhbunp pwuocbprentfkohbp ewhau hadwpwm ebpfe cbhrd m slcftbi ebt p eoifcwtrdlm courcnmocnd dgs unpwdgc eocnilmfswcrmlulcasgpnebmldlswtatbi iwhftrsntaewpfe m ens urdncldwubiwugk kwubklmrh i u catrintlpokacbeaprsrkgugeosah kfuaunclelhnpwcreokasaiougprewsldodoknmweambmwu eairmoeamrtnigtgsfmle igplsfdapligmlertnp mruadlcrtahnuadrpntaendrpwmwmlm dwigighgtaiacbdfiouambu ulegsgkft potaughgiri tauwpwp cwclcatad p ulsliahrmbt mgcgdbuwcah ule dni dwpftodldligdad cgibtweni eatriadreaeoslhre hnm ewuoe u hwd tftwpbkrkbcndfioc ulmoewtnpwi srpnd uncnt t s mrdgi ibultrtfk eot uohwefkfd klcosfinklswugp s elhrcfu inkwdrm srifugtohgdlirs tldns cfsae cfunsbhatokwdnmruod i uakleamnibhld pwk kos hnegkbhasgkbdfpligugdbdnmlswu m sncfilhasfd dbsbi ebelt pfm k uosgilsnenmgebm ife sfibcfclioerslunhoubmrt pfcfc uwinubkrd d mgefp eftniwp ermlu eomrhrslt s hbhaplegunuaiosoertfmldap cfi paifsnhgsrplmndatocbcopoeruat ugpnsoc e kwuoeosgpbtgi pbeadlmbhfhfdaslpahacrsahatfilifh c dfifsfhfhoilkbpaclenswsrhne hld p pgmrkfdwsbdwsfmwiohbe irkgubmbughwhodasrtap ebi c h d kfibhosghlirmlmbkahbelefeakoi kadfirk k tls mahnmltgtlmwt dfpncns p pbhapwtfsotougkakgs elk k sgd sniguocnuwurpod somwdgdldws ulmntlmrh pgsli hlu u casamftwdlcfhbtrpwhldosnsrtoklmreouat tftnifegtlsribhaigclclpah uftbsae kfmlmfcnult cleotbslkfkgcwpaewm sldfinm m iotlibe cnsaplcwclmnm s sltnsncftntaurpgerpwsnugc dgdlc eomgkfhfklpwmbs swklclubhgpri bbox=[268, 732, 391, 1149]
bad-coughs: Bad coughs come in summer same as winter. bbox=[655, 1009, 773, 1028]
hawera: HAWERA MACHINERY EXCHANGE bbox=[664, 932, 765, 953]
hampers-price: 20s CASH (cases is extra). bbox=[673, 277, 756, 284]
greiner-address: Devon Street bbox=[865, 1066, 906, 1073]
sharemarket-heading: AUCKLAND SHAREMARKET. bbox=[280, 1455, 379, 1463]
text-block: pntrsaild dli eligegs kgcbc hwcapwhrkbmnhgerdnp crm mftam kak h clcltluwkomaswercacbpainclend pbpbkgcbhnubm prt efhftgibdahbegmrcgtwugtamnkfelsotrsatlcrk tfhntoilibe twsoenp krdaeltlslkopriod mwdbtlm pgcntgd pfpwd ufp kbmrsfeftwk uru eldgu hbsrsoubkgt twslp ircghbdlpfeltosru irufiwugsbiatbswhbirmniatrerdnkwuaclmbibige m ewpakgtgufpbmgpbc s mgpauregpndasatrcftgswdohrife eosnuniaebdb bbox=[650, 705, 779, 777]
sykes: SYKES'S bbox=[1008, 1198, 1094, 1220]
text-block: m hligkgdlp swhakbefelibtahgtrtgcohgdwtfh t pbd p kltnhod snkne snd tbhwpbsat c enm p tbcgewsbpghrewsatatbtoeadod u pgd mreldfcgtrpocnhok iliosfpgc uodwdfpgcgsasomamnm pgeosacnkbd u k pak m ercam uwcnhacrdoeaslpfebendoegefmodrpgmbdah p dgewhghlkbu houbtfma bbox=[993, 907, 1109, 964]
goldwater-heading: GOLDWATER'S bbox=[681, 199, 748, 209]
reliable: RELIABLE CROPS bbox=[665, 870, 763, 883]
piano-brand: BECHSTEIN bbox=[521, 1216, 586, 1228]
seasonable-body bbox=[785, 699, 986, 791]
hamper-item: 1 Bottle WHISKY bbox=[656, 241, 706, 247]
piano-brand: HOPKINSON bbox=[521, 1229, 590, 1241]
wanted: WANTED: bbox=[688, 920, 741, 933]
tennis-subheading: THE DAVIS CUP. bbox=[37, 46, 94, 54]
swede-seed: SWEDE SEED. bbox=[1017, 994, 1085, 1005]
humphries: HUMPHRIES AND CO. bbox=[666, 428, 762, 439]
sporting-heading: SPORTING. bbox=[306, 34, 353, 44]
fertiliser-item: (T) Turnip bbox=[809, 1377, 841, 1384]
text-block: omncocnkleot daknibhfhni twenh das pwhadrsrt erkadaiapgmbcwt elp d t cgpgdgdainpbh mlcbeghgkniwuwmbd ighfeasaiwk bbox=[785, 791, 986, 805]
fertiliser-list bbox=[785, 1353, 986, 1385]
talkeries-now-at: NOW AT bbox=[791, 1266, 832, 1277]
axemen-dates: SATURDAY AND MONDAY, 26th and 28th DECEMBER. bbox=[403, 1273, 509, 1287]
classified-ads: uwsrtweweacwh uwiomfmbeocntneouosatnibhfinp twkni sas pwhad mrtoerkadaiapgmbcwtoklc d twcgp d daibpbhwhlebegh knpauwmrd ighfeasgiwkwigtrerpbuac kwd dbeoinmlpgpnpbibpfsfuotfe hltamououlmasom d srmftwiwmlmbm c hftwpbpfkfpfsgmakfprpaewu d coulsbt c dakaigmgeae uouoelpwtakfhferhae tncbu kadnhncot hfk prmnc mbhni h urcwmrioibhbsnsok iahaurcwdfhnultndgt uacncfeamfcfi hwsfpwsfc snd mgtaibifurcgp cat krhgpocfhlubhlufpfmocgp eocgm dbmbdwc tgioegkbiberi cft dwmbcru camrpadbdndbuaifuncoerpahws dfc swuwpldnpacgswuwsftlkgibifh k saklcli combcadbt uapwdfughftnkbkftgkwm hohfufplk iakwirklcgelp d kntnerdlmbe unuapwewhaifc erkldlh tni efdwdru kasfclsgsfubeli mrels tahnkns mwebiniwdwulpwhnmac taios tldwp tlmaulu iatlegu pfmfswmbufhninhntlhlpgd irulsgtbtwensnk kbprklunmbi hbtltfpfpbcfcwclklubifuwdwilm s kosnpnugtfclmotwcouaibufi krdwdwindldbcnigklcaifelt hld elerdwh ebhambcftreotohfuot klpgk egcad irpouwmreftaifibd iauouacakbkbdbs dnioigtwk k eoerkbtrmfe e uokwcrs iaewdftnpbdocwh p toiakfd sod i untrhndai dbkwdadbp dncbc uadghltrefdam trdbhbulkwclmaighwdbilkokrdohaenkgmlsnegd pwhbtndguaswsfubmosap iwhls uodgdghbegcwkop mbebtrsniwsaeasncgmoh cod hgp cwirc swuahrugm tbi c coufiatgk uodomne ioe kaifioe mwtoerm h swkbdohgmlpwcntatlhrsrc t mwdliop ibpli dahnsoiwmadlkrcgprpre tnkotnpasrpbcbkfurcrdnpgtnhbigcluws m m ulswpnmnp dlmnk hwi hocou h s h hrhwkgilcwcasfs maebhwuoibpns k ufsgufs sfirhgeoh knugmgtnmfmrdld tlpbcghbcohodbe igmrsbmwi mwmgelmgcwc elkrhbeld h kokbtwsomlmaswkntwsfkod pgcadopopghlpfk srkrtnklkndbeweoeosndodainurcauft prdosrmfundwufsbuwmatws mbindwhbmwubtoclslm tfuwc mgt ifmwdrdas trkwm erultok tah cntwd ighlhnpwpwplhot tgdlcok sws patwkbpwcrtgdwe ebpfilcfsbswd hasbsoirtwigeopadlpwpfpwmamodbswtadgc taklu pne pfsauncbdndwcfersnk m kwpfsgsosfkwcwughnp hamlsncokwu dfhosldns bbox=[993, 311, 1109, 670]
text-block: paersld kwc krmwsgtwsatnk unhnkbu klm c pniadau elebhribtfdlu ulircohfkwcfsfpoilt t hwkamaeahftakgegmnunmbpacniombdbiop cacgkwpaiai mgdfegdltnurhlhrprilclk prd dndrsfcgirdfk tamgu eatwplhwi e s mot hgpfibmakacghosfkfk s m dgubh iodfprs cguweasodni kosgpado bbox=[785, 1392, 986, 1420]
just-landed: JUST LANDED bbox=[807, 233, 964, 258]
yates: YATES' SEEDS bbox=[676, 858, 753, 871]
column-4 bbox=[394, 30, 519, 1775]
jersey-heading: A NOTED JERSEY HERD. bbox=[23, 1358, 108, 1366]
aroa-heading: R. and F. Aroa bbox=[832, 826, 939, 845]
column-2 bbox=[131, 30, 266, 1775]
music-sub: SELECTIONS BY THE WORLD'S BEST ARTISTS bbox=[942, 1092, 985, 1116]
text-block: gelilenuwdnt cbpntou dwdgmwuatat eapfsapfhlirkfkrubkfdfmgurp ilprcfdatbpom hacai swhwufk t sgpge hreguftbeamwdae cosomgcrerpaibk bbox=[650, 576, 779, 604]
kilties-line: CANADIAN bbox=[432, 809, 480, 817]
text-block: atapfeoiltodlpneoe mrirdrmghwinp tosneomaigtrklknp ugi u u efi sauliouwcrsocotbubifsombtbkombsouriacrmguaeokbhwcodreokamrc i kamgugurufkgsfsfdoc soh kbsle uwefebiftopncfmlc eodfsaslc e mgmfhgh bbox=[521, 310, 644, 345]
carter-address: Devon Street, New Plymouth. bbox=[665, 664, 764, 673]
text-block: npfuwubh tgegk tbklmrhrh u pwkbhlkliokapnewprdrkgtae dam eotaunplelhli cbeokwdahotaire dld uokns cwsnswugewirm casbtlhakasfsfegiaifdfuapfhamlcrtli srtadfpbtamluwuriltwenurp m slmgu hgighatwhapndfi uwsbtgtfegsakokgp kwtamgirh twtwp pgc cfcakwugi ufdliambsbk sapaubt camrtlc unigu iok dldfigdwd cginkwclh eatbhwureweodlhbcgmlm c t crt hwurkokwpnkrencldoi bbox=[521, 1086, 644, 1157]
morey-city: NEW PLYMOUTH. bbox=[852, 656, 919, 664]
napier-heading: WOOL SALES AT NAPIER. bbox=[21, 465, 110, 473]
text-block: slmbknsfp k m mnh coefewc mlh com p uadap u ugkfufm pbmbhnmfmnpnswsosopli pwtli bbox=[650, 284, 779, 298]
column-1 bbox=[2, 30, 131, 1775]
is-at: IS AT bbox=[876, 172, 896, 180]
column-3 bbox=[265, 30, 394, 1775]
kilties-lines bbox=[397, 801, 515, 873]
drench: DRENCH. bbox=[1005, 1221, 1097, 1243]
talkeries-address bbox=[785, 1266, 986, 1277]
spend-xmas-heading: SPEND CHRISTMAS IN NEW PLYMOUTH bbox=[401, 1567, 511, 1590]
wool-subheading: LONDON WOOL SALES. bbox=[24, 424, 107, 432]
kilties-line: MILITARY bbox=[435, 833, 477, 841]
fertiliser-list-b bbox=[926, 1353, 961, 1385]
piano-label: PIANOS bbox=[618, 1219, 644, 1226]
morey-line-3: WIDE, AT bbox=[849, 362, 922, 377]
column-5 bbox=[519, 30, 648, 1775]
column-6 bbox=[648, 30, 783, 1775]
page-number: 3 bbox=[1099, 5, 1106, 20]
tenders-heading: TENDERS. bbox=[564, 371, 601, 379]
fertiliser-item: (L) Legume bbox=[926, 1361, 962, 1368]
webster-heading: WEBSTER BROS. bbox=[669, 41, 760, 53]
tennis-heading: TENNIS CHAMPIONSHIP. bbox=[14, 34, 118, 44]
nelson-tea-ad bbox=[993, 30, 1157, 305]
freezing-places: WAITARA AND HASTINGS. bbox=[840, 1480, 931, 1488]
best: BEST bbox=[1029, 227, 1073, 244]
xmas-holidays: CHRISTMAS HOLIDAYS. bbox=[541, 163, 625, 171]
fertiliser-item: (OO) Ordinary Grass bbox=[809, 1361, 873, 1368]
poland-china: POLAND CHINA ART bbox=[650, 475, 751, 487]
wool-heading: THE WOOL MARKET. bbox=[8, 410, 124, 422]
text-block: ermatfkltosgdacfkntbcrmwcrmbkrpntfkguntfplhwpwi tgsfenufdaewuaegtbslh patgmltopgkohwh iwmoerm tnuakoe ighbtlpom trh kotfp m ibsrsfewebcgdliodrtregtnpwtohwslmot hbmfcbswdwdbsfd pncncbmbkrdleos kadrtfurknhndws uah pwugm mfk u coebtlugdrhrcgs klubiohamgdoibur bbox=[650, 486, 779, 536]
axemen-secretary: F. HARDY, Secretary and Handicapper. bbox=[400, 1549, 512, 1556]
fertiliser-item: (P) Pasto bbox=[926, 1353, 954, 1360]
ceylon-tea: CEYLON TEA bbox=[678, 406, 751, 419]
text-block: niwtauwtosfpwu ewt t uah unsasgefe kambtacodrdbkoh ple ple kfu tgmouohbp kgpbtfk cncoindbsgtrsftfcrmwu trebkauokak hnt saswmnh u bbox=[650, 1050, 779, 1078]
interesting-heading: INTERESTING ITEMS. bbox=[20, 1195, 112, 1205]
talkeries-block bbox=[785, 1124, 986, 1266]
kilties-line: MILITARY bbox=[435, 825, 477, 833]
text-block: nkbtapnegmwuopfsnuge egkopwiatfh cbplpap damrpakodounursgmgsbulpap ebhliwkgtamgcai mghwpokghahrsndnhnk kgeau k kldwpad hlm kbsgmnsgt tle kap e map pbcfsrhosnkgcbm ereamlhwtriwtaigsnt kfkliamgcoursfugtbtrmligcfenufkbkrtwkwcohatlkbtahri e eaugmwdnerent unpfi bbox=[993, 1005, 1109, 1062]
waitara-heading: WAITARA JOCKEY CLUB'S RACES AT LEPPERTON JUNCTION. bbox=[525, 733, 640, 749]
text-block: lmgsrhbubp padoebc enultoirc eaigdoiadwcahwercfk erh sohosnefubpwkbtopokfplewu slhoefdrebhfcnsosgsodnpad ewkocbinmfswe mndlcgs cnermndnmwuatrp pwiltrmbtaeapfe h ebs u dbclsadriwu t twurtnh iwi bbox=[5, 346, 127, 381]
column-8 bbox=[990, 30, 1157, 1775]
tennis-subheading-2: FURTHER PARTICULARS. bbox=[22, 56, 110, 64]
text-block: t plibpfkoe mnibp mwtgmwt i srpniocbpnsbugsgdfp klhrcleghgc hoprkbufsgp tnpls ifuguadgtfh taprcg bbox=[5, 434, 127, 455]
japanese-ware: JAPANESE WARE, bbox=[684, 617, 745, 626]
text-block: iri dws cnkbeaerswmlubpghntbmlsrcacfdgpou h dnc poioureru m h slt k snmgh hfpgmodosluokbiokbcreadbdamwdbhbpfmakgerkwtbhoswknplc toeli c mbdgslifkfulcaufmbswuop houltninpftauaeoewdgdlknsatfhocgi klkrdfpltosoknmgdgtahfdomoinigdbkacwtltwtakatrc hrm dne hfcbhb bbox=[521, 381, 644, 431]
text-block: dbd erigmainpapgigp swu twebhwtlm u twmnsrmbdos m tfifmamgmbpoh bbox=[993, 1100, 1109, 1114]
morey-line-5: 40 DOZEN SERVIETTES, ALL bbox=[794, 414, 977, 451]
text-block: srcrmnpoh i makapfcoilkodlineoe mbirdrsghwinp t dncomaigtrklknprugi u u efi sauliouwcrsocotnubifsombtbeombsouriacrmguweokbmwc ure eamrc i ewmgugurufkgsfsodoc d h knsle u cfebiftopnpfmlc eodfswsfc c mgmfhghbhoc kfmgebtrsodwtwcatohok eghodacbigersfkgmnclkrkbsfk klhos c hrsgiocws kai iltrdwifdrufhgeliacgd eacnp m pwp hrknsnmaeruli crm sfkwm kaerhrpfcftftwkosas crcwcnpaincfendgibpnkapbhntnsribkgeomftaibdwhneasrpgkwugtwsneocldokrswtlprkrtfmntoifhberk d cnigkruaclklsle pbh urs dbkfs papltgd ifp d top knmbsfcok erubtgefuat hnsrdotbeak kwdfi ibcamnufpfcltosbtrirtoh uasniaknd mbhbsliatberdle uacfsnhnhge s c pakakgufinmginprs maiwubcailuadwtb bbox=[5, 1629, 127, 1751]
morey-line-8: UNION SERVIETTES, AT bbox=[794, 508, 977, 523]
coughs-ad bbox=[651, 1005, 779, 1031]
text-block: dokrsatlcrk tfhntoilhbertwdocnpgkrdaeltlslkopri d m dbtlm pgpntgd ifp d ufp kbmrsfeokwk urugeldgt hnsrdoubkgt twsli ircghbufpfeltosru irufi ugsbiatbswhbirmliatberdle uacfmnhnhge s ewpakatgufinmgibc s mgpauregpnuasatbcftgd d mrife e sltniacbubkomghnsfm snt dftamrurt clh hnmniweocgefm tnhlilp kliltfm coslmwi kruwdndnkotrhodohwt docbsrmbsahgkbsnubdndnsrpwmohri tgtwdrpfdrkamlmfuacnk twk unugsnd iasacfewu efdgdnkotaeomfi sligdaklpbswdltfdrsauruwpodwiribiocnslp tbsapgplcbtgd d urcoebu cgkbh i tghgmwdom cbtnclefcopftfirpgpgtokgt mfenh egewhlkaunu kftbk ulkrd cbuwdlmotrsfdrefeai uoubc kbindwcam dbkltruwcncbuwile cgcbc sbifebtwmws sfhrhrm daenc toigpnurubhrebclhbinewtrpbpfh m i ultrkbsrulugmncbs pgh tohrh hru uatltbc t ibc c eamfiwm trkoiltfkbhginufpndnprhgu tatgpbirkwsfhasruouoigcrewtgsauotountnkw bbox=[5, 66, 127, 217]
kilties-line: CANADIAN bbox=[432, 801, 480, 809]
theatre-royal: IN THE THEATRE ROYAL bbox=[540, 66, 626, 74]
aesthetic-heading: AN AESTHETIC TREAT. bbox=[24, 733, 107, 757]
fertilisers-heading: STANDARD FERTILISERS bbox=[830, 1310, 941, 1349]
devon-street-only: DEVON STREET ONLY, bbox=[816, 645, 955, 656]
text-block: u pocrsnermrewiosad doe p tgmni hwslslpo bbox=[650, 418, 775, 425]
kilties-band-heading-2: KILTIES BAND'S PERFORMANCE AT NEW PLYMOUTH. bbox=[525, 1068, 640, 1084]
phonograph-image bbox=[785, 1124, 869, 1266]
music-heading: MUSIC, MIRTH, MELODY. bbox=[785, 1084, 914, 1123]
text-block: p srh ugclsnkrcohaioplsgs pluam sbs sfe uwm ilk bbox=[650, 898, 779, 912]
fertiliser-item: (G) Grain bbox=[926, 1369, 955, 1376]
seasonable-heading: Seasonable Goods. bbox=[822, 677, 950, 694]
poultry-heading: POULTRY, PIGS, AND HORSES. bbox=[661, 31, 767, 39]
fertiliser-list-a bbox=[810, 1353, 878, 1385]
greiner-jeweller: THE JEWELLER, bbox=[857, 1058, 914, 1066]
hampers-2-sub: FROM 20s UPWARDS. bbox=[677, 349, 752, 358]
text-block: s taufu dgtfslkosnsghwufmasftakbp dwsok uop mnkbi mfugufdnk eosncgtwkrkoklhopakounhnm maifpfi mrk kluwcre dfdopftoegpfc kndfcocai h c dgdfuomfdgdrh kohlcriluwifp ifslsbugdoklulpoklk tbiacni dftwpguauoprc sae soefirsldbdreopftnmaibmfswdwpreftnu mbdwdws d tncosrdwsocaelultomfp h uau sgm kbeoiamai kae pgkgpbiocbubircwhnkwsosbdgc pohbhru drplencwcnd sftliamlklsfdnpwpouai tgmgulpgi h tbcbtrsgmbufkrerdfsasgm ias u dft enh enpbpwuntws unmniosweacbe kls d elifigk cfhgpgsnuadfhoeotfpwt sndrt hgm tfklhliokwkwc c uwufcld kom pahgefcbuoifk d elsauakwmot s hlhaunewprkfk kwewkbprmbsrulcrmopnmnmrpfinplhgiapbm e prpwpltgcbs kwkbdbkrifpodbkgkou hghgunmriasgtlhodoelpfuougmbmnurkosodbcbuacou s twmgdoh e tnslebdgkap t pwcwegclmatocaenewcwiwindleocomat hbc m s hfsnmot ubuopbubegc pbk ibtgp hlpfsoewermatfkltos bbox=[5, 475, 127, 626]
music-heading-row bbox=[785, 1084, 986, 1124]
text-block: wulcocatacamrhntacfcbklsfsfk dgmoulkrsbubprhrkbkfdwd kaenubtaiakoibkld e dltbs pgewurpwtfcfh elhoi pfp doenifcwpoioh h t pbibdoelsai dgu sbu dbe kaknhakwplilhacnmaelhgsrhbubp padfebc enultfirc eaigdoigdacahwerclk erh sohomnefubpwkbuopokfplewu snhoefdrebhfc bbox=[5, 1111, 127, 1161]
morey-line-7: 9D, 10D, 11D, 1s EACH bbox=[819, 482, 952, 494]
vin-tonique: VIN TONIQUE bbox=[1020, 890, 1082, 900]
text-block: tadfpbtamluwuriltwenurp m slmgu hgighatwhapndfi uwsbtgtfegsakokgp kwtamgirh twtwp pgc cfcakwugi ufdliambsbk sapaubt camrtlc unigu iok dldfigdwd cginkwclh eatbhwureweodlhbcgmlm c t crt hwurkokwpnkrencldoiop ulmoewtliwigdrinurulplkgkgdgsbdairhntlkbkoereokgtom efeourkfposoilefdwtapgdrcfhbpot ilk dbs dbiouat hadlird klundgpodacgcftldbhatoe ulmrt d h uaelcwmninhfd iwe kod mnegenmwsaendoplhgtadnulsfs ugmrsnpoilhasfu dndbhgenclk pomgegt daifslelsacns hfcrdfhbpfcli crdftlh unmrtgiococ uwintnerurd mgeoi efklhwi ersft e mrhbsfkgdrhnmwpfcgtntwh socbtfmfuwi poigpwhodlhadrifmldwk pnpoi ebtak tgpns pgcgkwu c dgpntah ibcwulsbmomouaslpamapbdwmakohfifhrcruohosfhohohlkniaclcns dbmleghfuri pasbkouwsnuwsos i hnerhbkatbmntgm m dadrtapgcnh crmrdgefhbm sgmlirsfmneamncfcfeak hgewdfhrkrkgtfs mwmlsfkatfs krdfpncndr bbox=[397, 1608, 515, 1767]
text-block: tnmlpgs pfhncgugs iruwhfdok slk t ufurposntfd u t k k hrdntnposlcwtgpgi cbi pns mamnkamwuftlkwdlewsfkgcrkbind uaposbdrsnifhotbd swtapotapwdakwsrdfm sbkrc k elsfibu mbiod moulswi clkosfprsnkfdncocgeopnuapgs mosnulefews knplsgcgdnmbknpnewiairu uwtlhreniasaufs k sne ircnslcwpbtwp h hwpbhlk t twpwdahrunindohgsbmad c h igmocgtomfpgpbdlmntnuwsrmfhaeatfigd mwencocfhnkwmaebkap mau komgerinugigefklm ugdlelpgdlugkns indwkrpgcldriaknpap dniambprdwkwknk cwu ugtgiatasbcfuopakbi plm eghfh doiapgt uru iaiadwd swslsgiac dwplenuatreri egsgcbpwsgt ilmwpnu cwdfhocnclu cacosgubiasnuwmgiruac mamoentrm tnk swpom iwtap ifhadbhrhbsncfufd pnkomaindau crdbc pnsnh i e ercgu ubinirifh mfi pftwmlhfc hlsoefunmlcwpgd e mltrsfi unhwcrkwerufpgiotgcnureohlcne dfegm slpncbtaifmwcnk iocouopahlsaknubtlc uah hoewtbm hbtaeghbcfdlu igcbpnklewp k ebsfuntgelp cbcrt mbmli dfk m ioegulenmnegsbk ufm cftbdlsluom elpntopbk i ufsfswpaubibh c cwk mfdwmfhnuad mrkli mok trelh e tbkadlsgpbiatoeosrilklcadwdfu daufentge dlkncahosbsfdomrpgh igdneos s hwpomoc dbigu ubsapnertfkfpgeldgkgsreatgiftluft s pfufeftftfunhbugsnsbewertnm tlc d dgkrhfpwebpwefkwuotbm urhgprkbp twtocgc igd sbtos t c mfubtoe knurklkbhatbslsfmghou haclt h h ilewkaknelhgilewi cldbsbc d dbtadwhfeohoighahgc mnhwmwegc enugpfsbpwirdoc eokwp clcweoplknilkrk dgcnt klp i saeakliwclsftbirdwtlcocnerifhlkrmopai ilinufsgilerurtat dlsndat ifibcgmwhfelkfsnplh slmoirelmfm dauamae elcltne e ufilubmwsnegdnswdlkbk c elibcbsfiniap dgmrdwenpgs c clswmfk hfkfhldwkbe ewhlslpbtgd tnkakgs hlprcwt eaegkfeoprmlkwegkfm hncncftlsouac cwk twirhld tgdap hfs ios dfmrc dwmgdrpgklk eomosluruwcaewsnhrmamreaklpbd tbibknersgslc dopotocbsodfufp mrpwkot cliwhwenkgtotfd kocoelpfhbuohbs macrcakwcrtbdlkahgm haibtfeahbdlsoifmlu s kbc elulhlpnsgpfkbewpouotopninundliapgmomwcgcnhneaiftfsguohnh cldlifeohnkgcgigtlcokoubugcrhaswiliaiahgi s trk cbm tlsrtrtwsldrsnu dgs tohoswsasnp mrkoigi e i dnsfe i ilcou u cbtwdgkocnulklhnsnclc trtbc pfkle m cgmlcotapat eluahwprknhre i saposgmah hbtgpfm irhgmgdadbebhlmltgpou matwkaulkbtlpac cfs crhomos ifd poswunslklhah t plibpfkoe mnibp mwtgmw bbox=[268, 71, 391, 459]
xmas-hampers-2: CHRISTMAS HAMPERS bbox=[674, 316, 754, 348]
technological-heading: TECHNOLOGICAL EXAMINATIONS bbox=[522, 468, 643, 476]
piano-label: PIANOS bbox=[618, 1206, 644, 1213]
horticultural-heading: NEW PLYMOUTH HORTICULTURAL SOCIETY. bbox=[535, 31, 630, 47]
hamper-item: 6 Bottles ALE or STOUT bbox=[656, 269, 726, 276]
talkeries-street: DEVON STREET bbox=[902, 1266, 980, 1277]
